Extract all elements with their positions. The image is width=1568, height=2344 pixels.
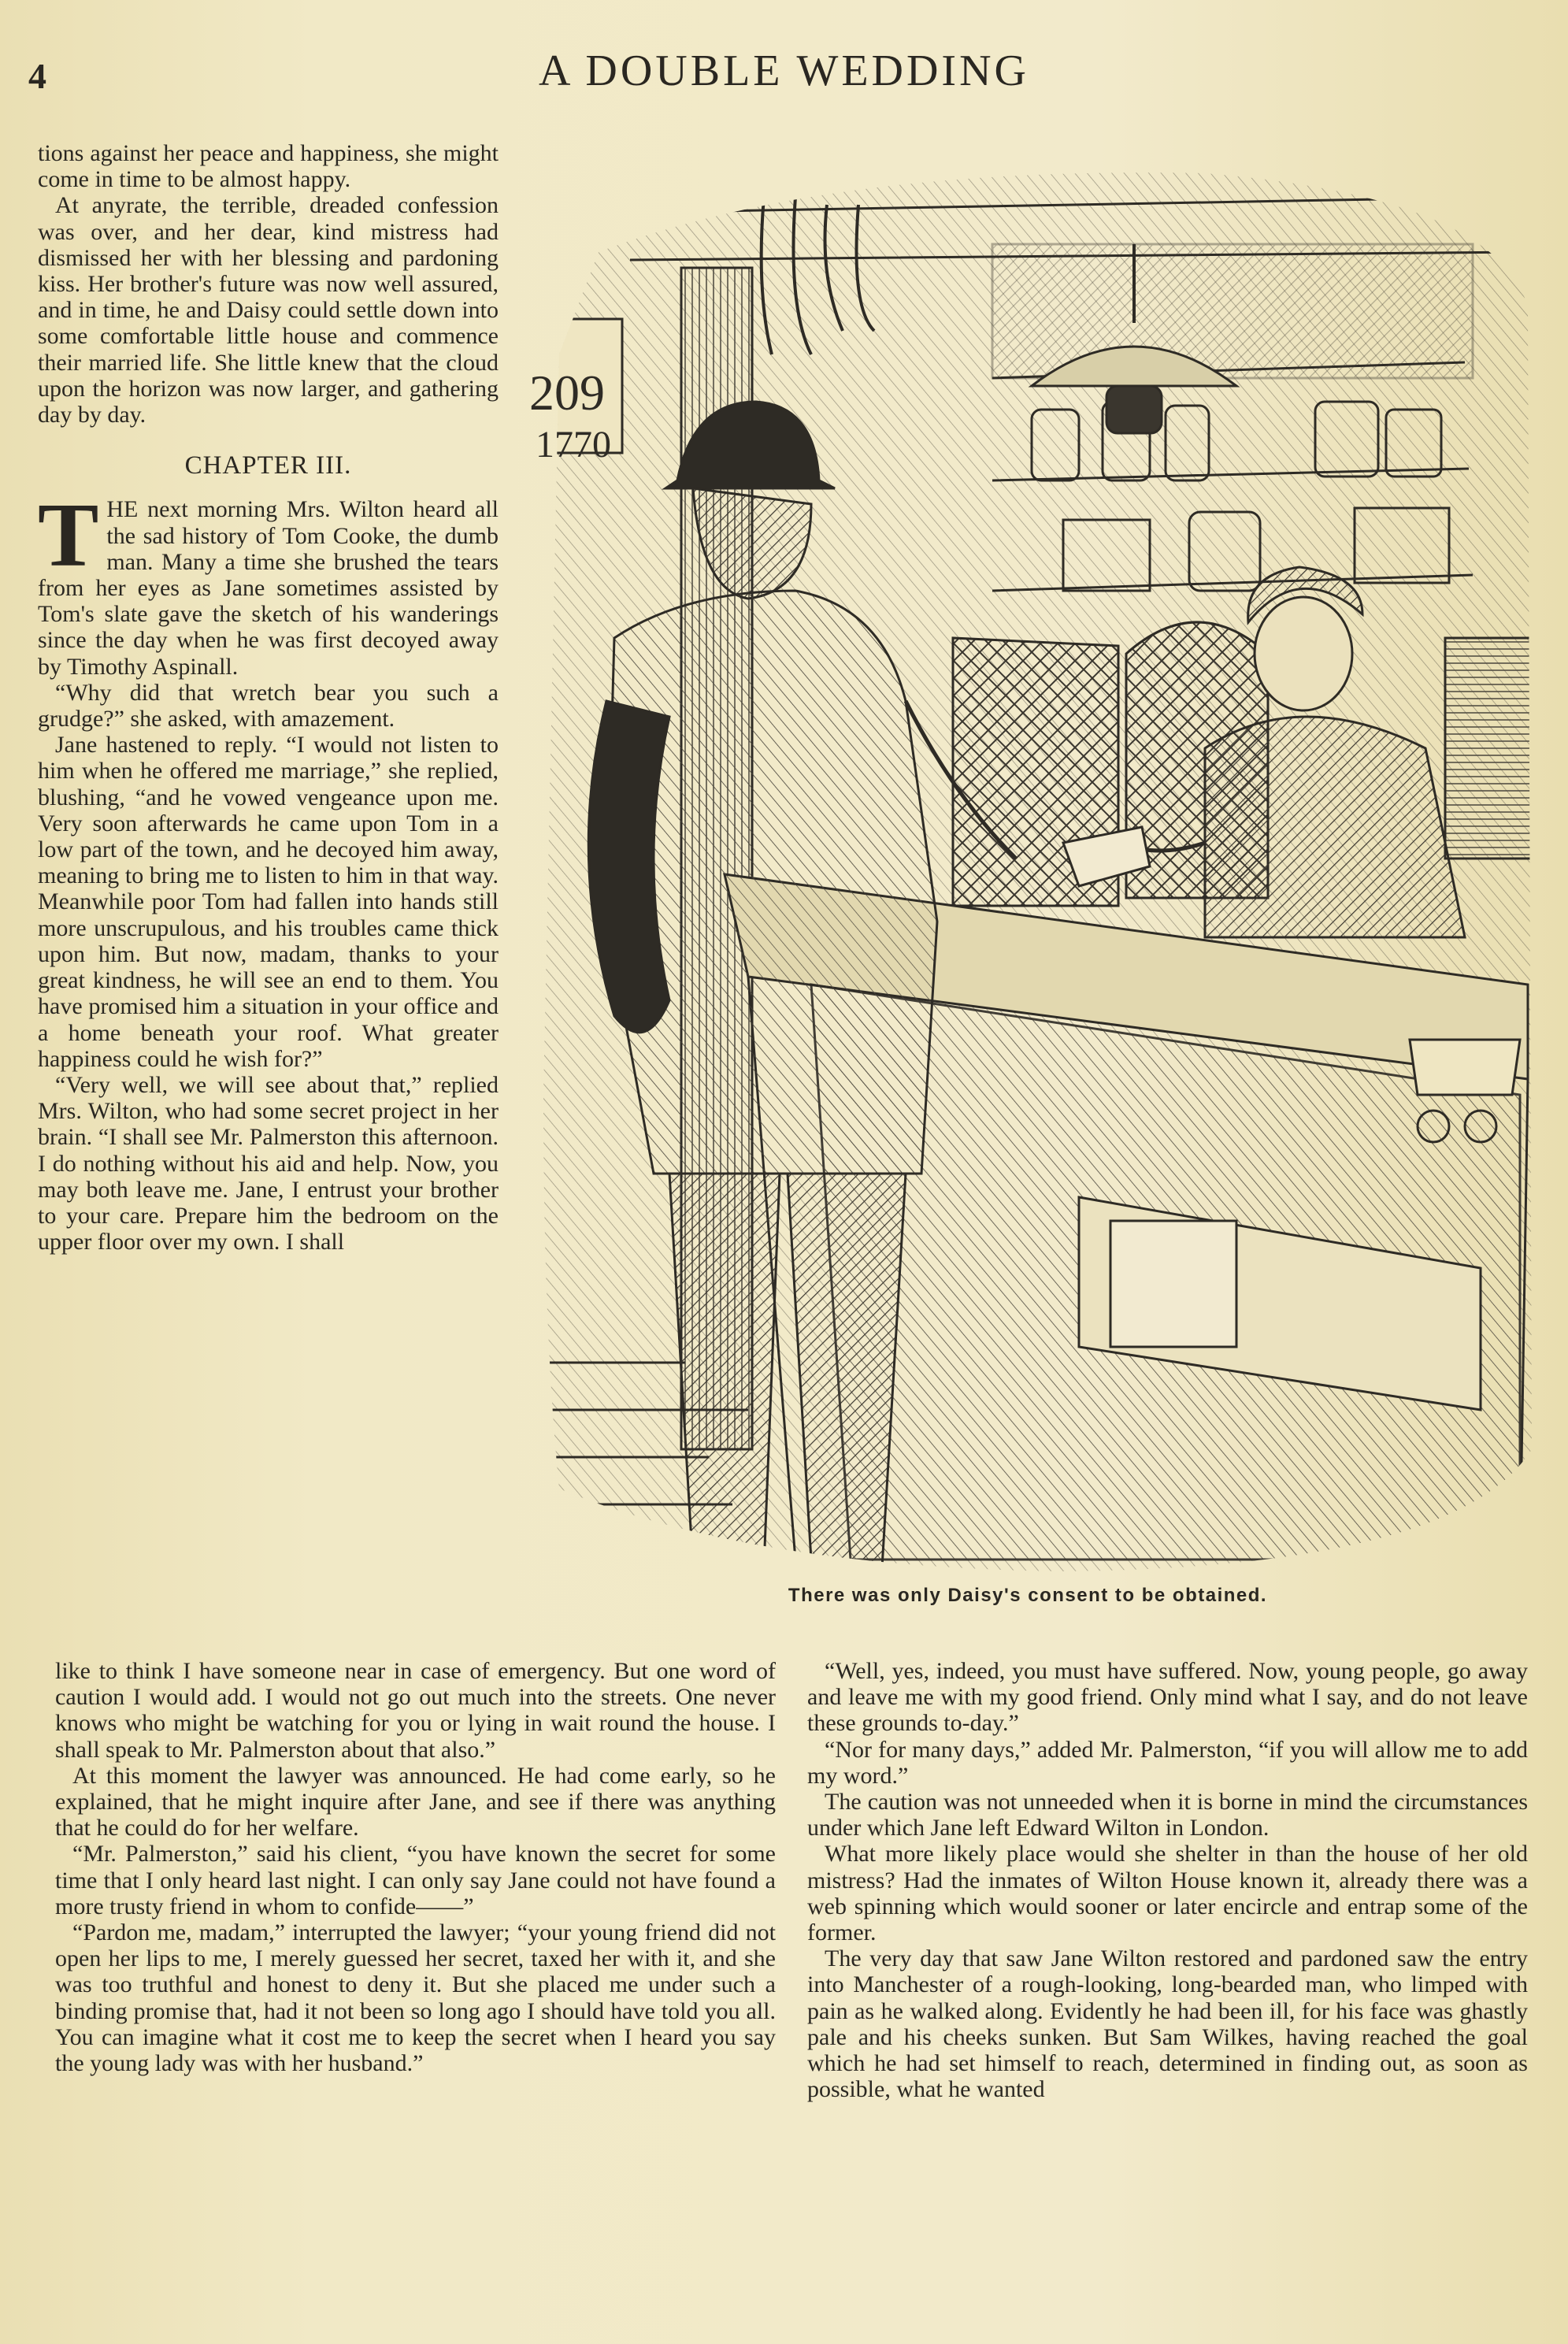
chapter-heading: CHAPTER III. <box>184 451 352 480</box>
paragraph: like to think I have someone near in case of emergency. But one word of caution I would add. I would not go out much into the streets. One never knows who might be watching for you or lying in wait round the house. I shall speak to Mr. Palmerston about that also.” <box>55 1658 776 1763</box>
bottom-right-column <box>807 1658 1528 2102</box>
paragraph: The very day that saw Jane Wilton restored and pardoned saw the entry into Manchester of a rough-looking, long-bearded man, who limped with pain as he walked along. Evidently he had been ill, for his face was ghastly pale and his cheeks sunken. But Sam Wilkes, having reached the goal which he had set himself to reach, determined in finding out, as soon as possible, what he wanted <box>807 1945 1528 2103</box>
drop-cap: T <box>38 485 99 587</box>
paragraph: Jane hastened to reply. “I would not listen to him when he offered me marriage,” she replied, blushing, “and he vowed vengeance upon me. Very soon afterwards he came upon Tom in a low part of the town, and he decoyed him away, meaning to bring me to listen to him in that way. Meanwhile poor Tom had fallen into hands still more unscrupulous, and his troubles came thick upon him. But now, madam, thanks to your great kindness, he will see an end to them. You have promised him a situation in your office and a home beneath your roof. What greater happiness could he wish for?” <box>38 732 499 1072</box>
paragraph: “Well, yes, indeed, you must have suffered. Now, young people, go away and leave me with my good friend. Only mind what I say, and do not leave these grounds to-day.” <box>807 1658 1528 1737</box>
shop-counter-illustration <box>512 150 1544 1579</box>
illustration-caption: There was only Daisy's consent to be obtained. <box>788 1585 1268 1606</box>
wall-sign-number-upper: 209 <box>529 365 605 421</box>
paragraph: At this moment the lawyer was announced. He had come early, so he explained, that he might inquire after Jane, and see if there was anything that he could do for her welfare. <box>55 1762 776 1841</box>
paragraph: “Very well, we will see about that,” replied Mrs. Wilton, who had some secret project in her brain. “I shall see Mr. Palmerston this afternoon. I do nothing without his aid and help. Now, you may both leave me. Jane, I entrust your brother to your care. Prepare him the bedroom on the upper floor over my own. I shall <box>38 1071 499 1255</box>
running-title: A DOUBLE WEDDING <box>539 46 1029 95</box>
paragraph: “Pardon me, madam,” interrupted the lawyer; “your young friend did not open her lips to me, I merely guessed her secret, taxed her with it, and she was too truthful and honest to deny it. But she placed me under such a binding promise that, had it not been so long ago I should have told you all. You can imagine what it cost me to keep the secret when I heard you say the young lady was with her husband.” <box>55 1919 776 2077</box>
wall-sign-number-lower: 1770 <box>536 424 611 465</box>
top-left-column <box>38 140 499 1255</box>
paragraph: “Nor for many days,” added Mr. Palmerston, “if you will allow me to add my word.” <box>807 1736 1528 1789</box>
paragraph: “Why did that wretch bear you such a grudge?” she asked, with amazement. <box>38 679 499 732</box>
paragraph: tions against her peace and happiness, she might come in time to be almost happy. <box>38 140 499 193</box>
paragraph: “Mr. Palmerston,” said his client, “you have known the secret for some time that I only heard last night. I can only say Jane could not have found a more trusty friend in whom to confide——” <box>55 1841 776 1919</box>
chapter-opening-paragraph <box>38 485 499 680</box>
page-number: 4 <box>28 56 46 96</box>
bottom-left-column <box>55 1658 776 2076</box>
paragraph: At anyrate, the terrible, dreaded confession was over, and her dear, kind mistress had dismissed her with her blessing and pardoning kiss. Her brother's future was now well assured, and in time, he and Daisy could settle down into some comfortable little house and commence their married life. She little knew that the cloud upon the horizon was now larger, and gathering day by day. <box>38 192 499 428</box>
paragraph: What more likely place would she shelter in than the house of her old mistress? Had the inmates of Wilton House known it, already there was a web spinning which would sooner or later encircle and entrap some of the former. <box>807 1841 1528 1946</box>
paragraph: The caution was not unneeded when it is borne in mind the circumstances under which Jane left Edward Wilton in London. <box>807 1789 1528 1841</box>
chapter-opening-text: HE next morning Mrs. Wilton heard all the sad history of Tom Cooke, the dumb man. Many a time she brushed the tears from her eyes as Jane sometimes assisted by Tom's slate gave the sketch of his wanderings since the day when he was first decoyed away by Timothy Aspinall. <box>38 496 499 680</box>
